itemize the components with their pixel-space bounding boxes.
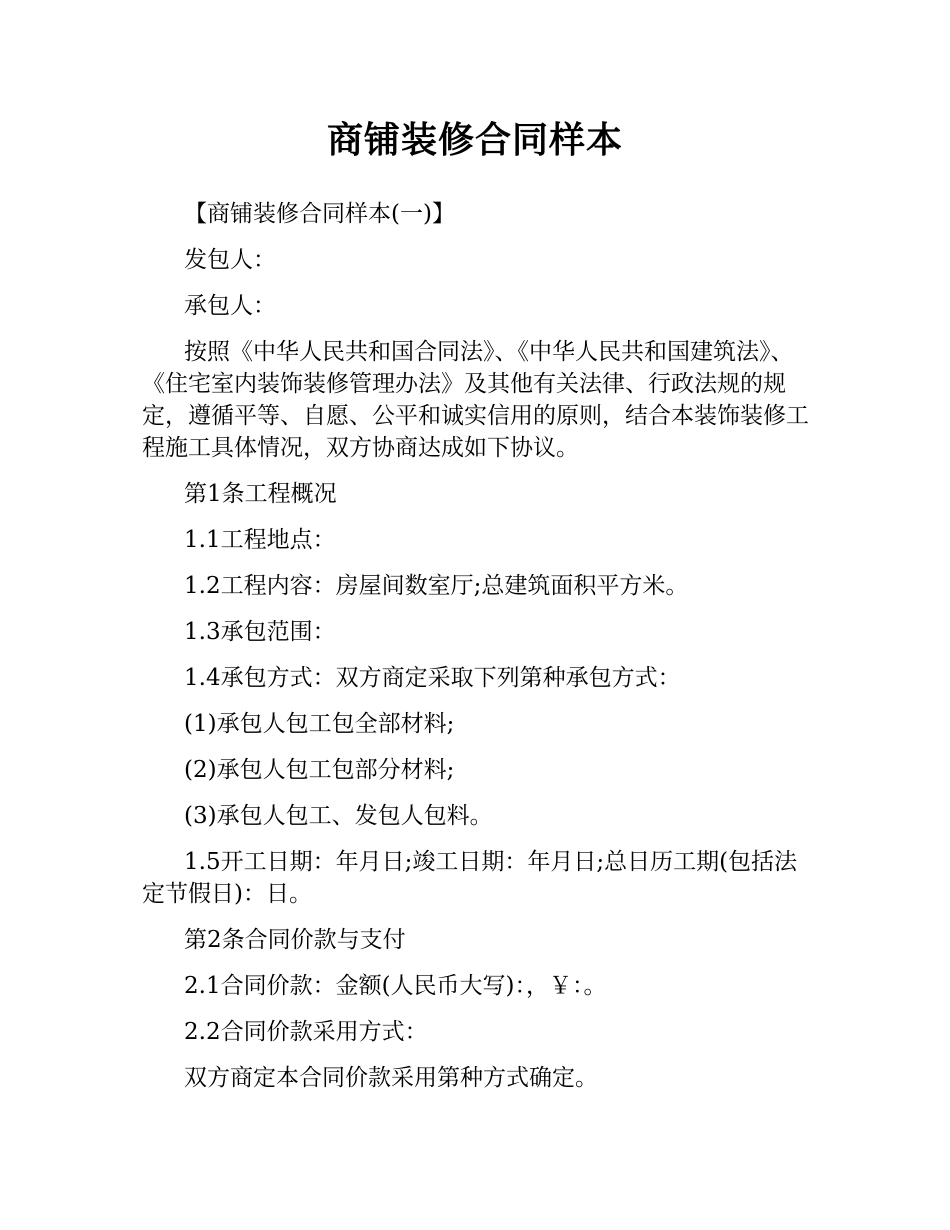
clause-2-2: 2.2合同价款采用方式：	[184, 1019, 428, 1045]
clause-1-5: 1.5开工日期：年月日;竣工日期：年月日;总日历工期(包括法定节假日)：日。	[142, 849, 798, 907]
option-3: (3)承包人包工、发包人包料。	[184, 803, 493, 829]
clause-1-2: 1.2工程内容：房屋间数室厅;总建筑面积平方米。	[184, 573, 689, 599]
clause-1-1: 1.1工程地点：	[184, 527, 336, 553]
document-title: 商铺装修合同样本	[326, 120, 623, 161]
contractor-line: 承包人：	[184, 293, 276, 319]
pricing-method-line: 双方商定本合同价款采用第种方式确定。	[184, 1065, 598, 1091]
employer-line: 发包人：	[184, 247, 276, 273]
option-2: (2)承包人包工包部分材料;	[184, 757, 455, 783]
clause-1-4: 1.4承包方式：双方商定采取下列第种承包方式：	[184, 665, 681, 691]
clause-2-1: 2.1合同价款：金额(人民币大写)：，￥：。	[184, 973, 607, 999]
article-2-heading: 第2条合同价款与支付	[184, 927, 406, 953]
article-1-heading: 第1条工程概况	[184, 481, 337, 507]
clause-1-3: 1.3承包范围：	[184, 619, 336, 645]
document-body	[142, 198, 812, 1108]
preamble-paragraph: 按照《中华人民共和国合同法》、《中华人民共和国建筑法》、《住宅室内装饰装修管理办法》及其他有关法律、行政法规的规定，遵循平等、自愿、公平和诚实信用的原则，结合本装饰装修工程施工具体情况，双方协商达成如下协议。	[142, 339, 809, 461]
section-heading: 【商铺装修合同样本(一)】	[184, 201, 455, 227]
option-1: (1)承包人包工包全部材料;	[184, 711, 455, 737]
